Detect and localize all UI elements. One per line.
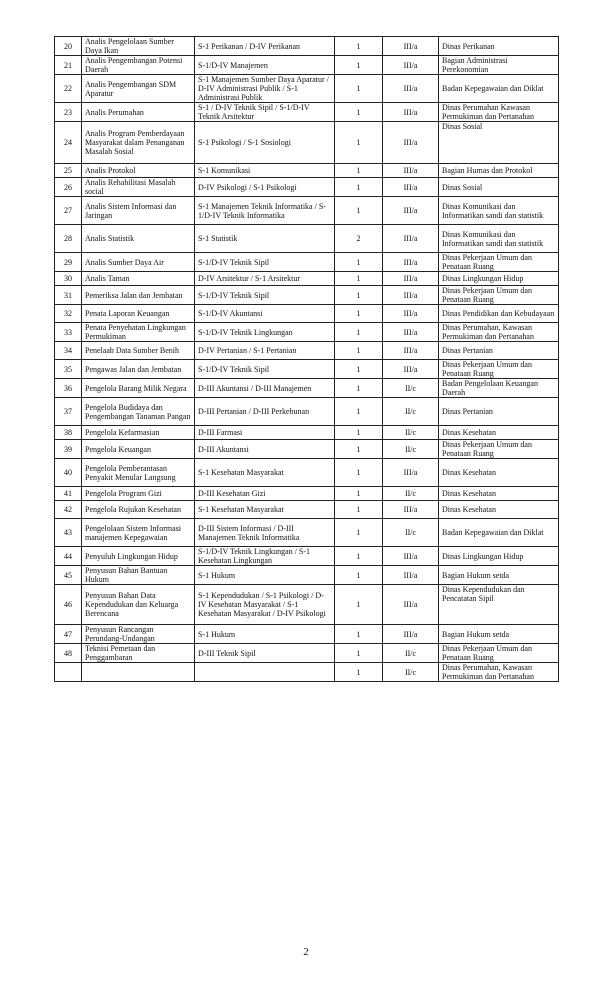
cell-unit: Dinas Perumahan, Kawasan Permukiman dan Pertanahan	[439, 323, 559, 342]
cell-unit: Dinas Sosial	[439, 178, 559, 197]
cell-position: Analis Perumahan	[82, 103, 195, 122]
cell-education: S-1 Manajemen Sumber Daya Aparatur / D-IV Administrasi Publik / S-1 Administrasi Publik	[195, 75, 335, 103]
cell-education: S-1 / D-IV Teknik Sipil / S-1/D-IV Teknik Arsitektur	[195, 103, 335, 122]
table-row	[55, 547, 559, 566]
table-row	[55, 122, 559, 164]
table-row	[55, 644, 559, 663]
cell-grade: III/a	[383, 253, 439, 272]
table-row	[55, 440, 559, 459]
cell-no: 40	[55, 459, 82, 487]
table-row	[55, 566, 559, 585]
cell-unit: Dinas Komunikasi dan Informatikan sandi dan statistik	[439, 225, 559, 253]
cell-unit: Dinas Lingkungan Hidup	[439, 272, 559, 286]
cell-no: 44	[55, 547, 82, 566]
cell-grade: III/a	[383, 585, 439, 625]
cell-no: 46	[55, 585, 82, 625]
cell-education: D-III Akuntansi	[195, 440, 335, 459]
cell-unit: Dinas Kesehatan	[439, 501, 559, 519]
cell-position: Analis Pengelolaan Sumber Daya Ikan	[82, 37, 195, 56]
cell-position: Teknisi Pemetaan dan Penggambaran	[82, 644, 195, 663]
cell-grade: II/c	[383, 426, 439, 440]
table-row	[55, 305, 559, 323]
table-row	[55, 75, 559, 103]
cell-education	[195, 663, 335, 682]
table-row	[55, 253, 559, 272]
cell-unit: Dinas Pekerjaan Umum dan Penataan Ruang	[439, 440, 559, 459]
cell-position: Pengawas Jalan dan Jembatan	[82, 360, 195, 379]
table-row	[55, 272, 559, 286]
cell-grade: III/a	[383, 459, 439, 487]
cell-unit: Bagian Humas dan Protokol	[439, 164, 559, 178]
table-row	[55, 487, 559, 501]
table-row	[55, 398, 559, 426]
cell-position: Pengelola Kefarmasian	[82, 426, 195, 440]
cell-unit: Dinas Komunikasi dan Informatikan sandi dan statistik	[439, 197, 559, 225]
cell-position: Pengelola Program Gizi	[82, 487, 195, 501]
cell-position: Analis Sistem Informasi dan Jaringan	[82, 197, 195, 225]
cell-grade: III/a	[383, 501, 439, 519]
cell-grade: II/c	[383, 519, 439, 547]
cell-unit: Bagian Administrasi Perekonomian	[439, 56, 559, 75]
cell-qty: 1	[335, 501, 383, 519]
cell-qty: 1	[335, 286, 383, 305]
cell-education: S-1 Hukum	[195, 625, 335, 644]
cell-grade: III/a	[383, 305, 439, 323]
cell-education: S-1 Kesehatan Masyarakat	[195, 501, 335, 519]
cell-unit: Dinas Kesehatan	[439, 487, 559, 501]
cell-education: D-III Akuntansi / D-III Manajemen	[195, 379, 335, 398]
cell-no: 41	[55, 487, 82, 501]
cell-no: 30	[55, 272, 82, 286]
cell-no: 20	[55, 37, 82, 56]
cell-qty: 1	[335, 75, 383, 103]
cell-grade: II/c	[383, 663, 439, 682]
table-body	[55, 37, 559, 682]
table-row	[55, 663, 559, 682]
cell-no: 24	[55, 122, 82, 164]
cell-unit: Bagian Hukum setda	[439, 625, 559, 644]
cell-qty: 1	[335, 519, 383, 547]
cell-no: 29	[55, 253, 82, 272]
cell-qty: 2	[335, 225, 383, 253]
cell-education: D-III Sistem Informasi / D-III Manajemen Teknik Informatika	[195, 519, 335, 547]
cell-no: 35	[55, 360, 82, 379]
cell-unit: Dinas Perumahan, Kawasan Permukiman dan Pertanahan	[439, 663, 559, 682]
cell-unit: Dinas Pertanian	[439, 342, 559, 360]
table-row	[55, 178, 559, 197]
cell-position: Pengelola Rujukan Kesehatan	[82, 501, 195, 519]
cell-grade: III/a	[383, 566, 439, 585]
table-row	[55, 164, 559, 178]
cell-grade: III/a	[383, 178, 439, 197]
cell-position	[82, 663, 195, 682]
cell-unit: Badan Kepegawaian dan Diklat	[439, 519, 559, 547]
cell-qty: 1	[335, 122, 383, 164]
page-number: 2	[303, 946, 309, 958]
cell-qty: 1	[335, 103, 383, 122]
cell-education: D-III Kesehatan Gizi	[195, 487, 335, 501]
cell-no: 38	[55, 426, 82, 440]
cell-unit: Bagian Hukum setda	[439, 566, 559, 585]
cell-no: 27	[55, 197, 82, 225]
cell-grade: III/a	[383, 272, 439, 286]
cell-education: S-1 Manajemen Teknik Informatika / S-1/D-IV Teknik Informatika	[195, 197, 335, 225]
table-row	[55, 286, 559, 305]
table-row	[55, 225, 559, 253]
cell-qty: 1	[335, 487, 383, 501]
cell-no: 33	[55, 323, 82, 342]
cell-grade: III/a	[383, 286, 439, 305]
table-row	[55, 379, 559, 398]
cell-education: S-1 Hukum	[195, 566, 335, 585]
cell-qty: 1	[335, 440, 383, 459]
table-row	[55, 585, 559, 625]
cell-no: 26	[55, 178, 82, 197]
cell-position: Pengelola Pemberantasan Penyakit Menular Langsung	[82, 459, 195, 487]
cell-education: S-1 Psikologi / S-1 Sosiologi	[195, 122, 335, 164]
cell-position: Penelaah Data Sumber Benih	[82, 342, 195, 360]
cell-qty: 1	[335, 360, 383, 379]
cell-no: 25	[55, 164, 82, 178]
cell-grade: II/c	[383, 379, 439, 398]
cell-position: Penata Laporan Keuangan	[82, 305, 195, 323]
cell-position: Penyusun Rancangan Perundang-Undangan	[82, 625, 195, 644]
cell-qty: 1	[335, 644, 383, 663]
vacancy-table	[54, 36, 559, 682]
cell-position: Penyusun Bahan Bantuan Hukum	[82, 566, 195, 585]
cell-education: S-1/D-IV Manajemen	[195, 56, 335, 75]
cell-no: 28	[55, 225, 82, 253]
cell-unit: Dinas Kesehatan	[439, 426, 559, 440]
cell-position: Analis Rehabilitasi Masalah social	[82, 178, 195, 197]
cell-no: 21	[55, 56, 82, 75]
cell-no: 39	[55, 440, 82, 459]
cell-unit: Dinas Pekerjaan Umum dan Penataan Ruang	[439, 253, 559, 272]
cell-qty: 1	[335, 178, 383, 197]
table-row	[55, 501, 559, 519]
table-row	[55, 459, 559, 487]
cell-qty: 1	[335, 164, 383, 178]
cell-grade: II/c	[383, 644, 439, 663]
cell-no: 42	[55, 501, 82, 519]
cell-education: S-1 Kependudukan / S-1 Psikologi / D-IV Kesehatan Masyarakat / S-1 Kesehatan Masyarakat / D-IV Psikologi	[195, 585, 335, 625]
cell-no: 23	[55, 103, 82, 122]
cell-education: S-1 Statistik	[195, 225, 335, 253]
cell-qty: 1	[335, 342, 383, 360]
cell-no: 47	[55, 625, 82, 644]
cell-education: S-1/D-IV Teknik Sipil	[195, 286, 335, 305]
cell-education: D-IV Pertanian / S-1 Pertanian	[195, 342, 335, 360]
cell-qty: 1	[335, 663, 383, 682]
cell-grade: III/a	[383, 360, 439, 379]
cell-unit: Dinas Pekerjaan Umum dan Penataan Ruang	[439, 644, 559, 663]
cell-position: Analis Taman	[82, 272, 195, 286]
cell-education: S-1/D-IV Akuntansi	[195, 305, 335, 323]
cell-education: S-1/D-IV Teknik Sipil	[195, 253, 335, 272]
cell-no: 32	[55, 305, 82, 323]
cell-grade: III/a	[383, 56, 439, 75]
cell-no: 31	[55, 286, 82, 305]
cell-grade: II/c	[383, 398, 439, 426]
cell-position: Analis Protokol	[82, 164, 195, 178]
cell-position: Pengelola Budidaya dan Pengembangan Tanaman Pangan	[82, 398, 195, 426]
cell-education: S-1 Kesehatan Masyarakat	[195, 459, 335, 487]
table-row	[55, 37, 559, 56]
cell-qty: 1	[335, 426, 383, 440]
cell-position: Pengelola Barang Milik Negara	[82, 379, 195, 398]
cell-education: S-1/D-IV Teknik Lingkungan / S-1 Kesehatan Lingkungan	[195, 547, 335, 566]
table-row	[55, 56, 559, 75]
cell-education: S-1 Komunikasi	[195, 164, 335, 178]
table-row	[55, 342, 559, 360]
cell-qty: 1	[335, 323, 383, 342]
cell-unit: Dinas Perumahan Kawasan Permukiman dan Pertanahan	[439, 103, 559, 122]
cell-position: Penyuluh Lingkungan Hidup	[82, 547, 195, 566]
cell-no: 22	[55, 75, 82, 103]
table-row	[55, 625, 559, 644]
cell-grade: III/a	[383, 103, 439, 122]
cell-qty: 1	[335, 398, 383, 426]
cell-education: D-III Farmasi	[195, 426, 335, 440]
cell-position: Penyusun Bahan Data Kependudukan dan Keluarga Berencana	[82, 585, 195, 625]
cell-education: D-III Teknik Sipil	[195, 644, 335, 663]
cell-unit: Dinas Pekerjaan Umum dan Penataan Ruang	[439, 286, 559, 305]
table-row	[55, 519, 559, 547]
cell-qty: 1	[335, 56, 383, 75]
cell-position: Pengelola Keuangan	[82, 440, 195, 459]
table-row	[55, 426, 559, 440]
cell-grade: III/a	[383, 547, 439, 566]
cell-qty: 1	[335, 253, 383, 272]
cell-no: 34	[55, 342, 82, 360]
cell-grade: III/a	[383, 323, 439, 342]
cell-position: Analis Pengembangan Potensi Daerah	[82, 56, 195, 75]
cell-position: Analis Pengembangan SDM Aparatur	[82, 75, 195, 103]
cell-unit: Dinas Sosial	[439, 122, 559, 164]
cell-unit: Dinas Kependudukan dan Pencatatan Sipil	[439, 585, 559, 625]
cell-qty: 1	[335, 585, 383, 625]
cell-qty: 1	[335, 305, 383, 323]
cell-grade: II/c	[383, 440, 439, 459]
cell-education: S-1/D-IV Teknik Lingkungan	[195, 323, 335, 342]
cell-grade: III/a	[383, 37, 439, 56]
cell-position: Analis Program Pemberdayaan Masyarakat dalam Penanganan Masalah Sosial	[82, 122, 195, 164]
cell-position: Pengelolaan Sistem Informasi manajemen Kepegawaian	[82, 519, 195, 547]
cell-qty: 1	[335, 197, 383, 225]
cell-unit: Dinas Pendidikan dan Kebudayaan	[439, 305, 559, 323]
cell-unit: Badan Kepegawaian dan Diklat	[439, 75, 559, 103]
cell-qty: 1	[335, 459, 383, 487]
cell-qty: 1	[335, 379, 383, 398]
cell-qty: 1	[335, 625, 383, 644]
cell-grade: III/a	[383, 164, 439, 178]
cell-qty: 1	[335, 37, 383, 56]
cell-qty: 1	[335, 566, 383, 585]
cell-unit: Dinas Pekerjaan Umum dan Penataan Ruang	[439, 360, 559, 379]
cell-no: 37	[55, 398, 82, 426]
cell-education: S-1/D-IV Teknik Sipil	[195, 360, 335, 379]
cell-education: D-III Pertanian / D-III Perkebunan	[195, 398, 335, 426]
table-row	[55, 323, 559, 342]
cell-unit: Dinas Lingkungan Hidup	[439, 547, 559, 566]
cell-no: 36	[55, 379, 82, 398]
table-row	[55, 197, 559, 225]
cell-grade: II/c	[383, 487, 439, 501]
cell-position: Analis Sumber Daya Air	[82, 253, 195, 272]
cell-unit: Dinas Pertanian	[439, 398, 559, 426]
cell-grade: III/a	[383, 342, 439, 360]
table-row	[55, 360, 559, 379]
cell-education: D-IV Psikologi / S-1 Psikologi	[195, 178, 335, 197]
cell-education: D-IV Arsitektur / S-1 Arsitektur	[195, 272, 335, 286]
cell-grade: III/a	[383, 122, 439, 164]
cell-grade: III/a	[383, 625, 439, 644]
cell-position: Analis Statistik	[82, 225, 195, 253]
cell-no	[55, 663, 82, 682]
cell-qty: 1	[335, 547, 383, 566]
cell-grade: III/a	[383, 197, 439, 225]
cell-no: 45	[55, 566, 82, 585]
cell-unit: Dinas Kesehatan	[439, 459, 559, 487]
cell-grade: III/a	[383, 225, 439, 253]
cell-unit: Dinas Perikanan	[439, 37, 559, 56]
cell-qty: 1	[335, 272, 383, 286]
cell-grade: III/a	[383, 75, 439, 103]
table-row	[55, 103, 559, 122]
cell-education: S-1 Perikanan / D-IV Perikanan	[195, 37, 335, 56]
cell-unit: Badan Pengelolaan Keuangan Daerah	[439, 379, 559, 398]
cell-no: 48	[55, 644, 82, 663]
cell-position: Penata Penyehatan Lingkungan Permukiman	[82, 323, 195, 342]
cell-no: 43	[55, 519, 82, 547]
cell-position: Pemeriksa Jalan dan Jembatan	[82, 286, 195, 305]
